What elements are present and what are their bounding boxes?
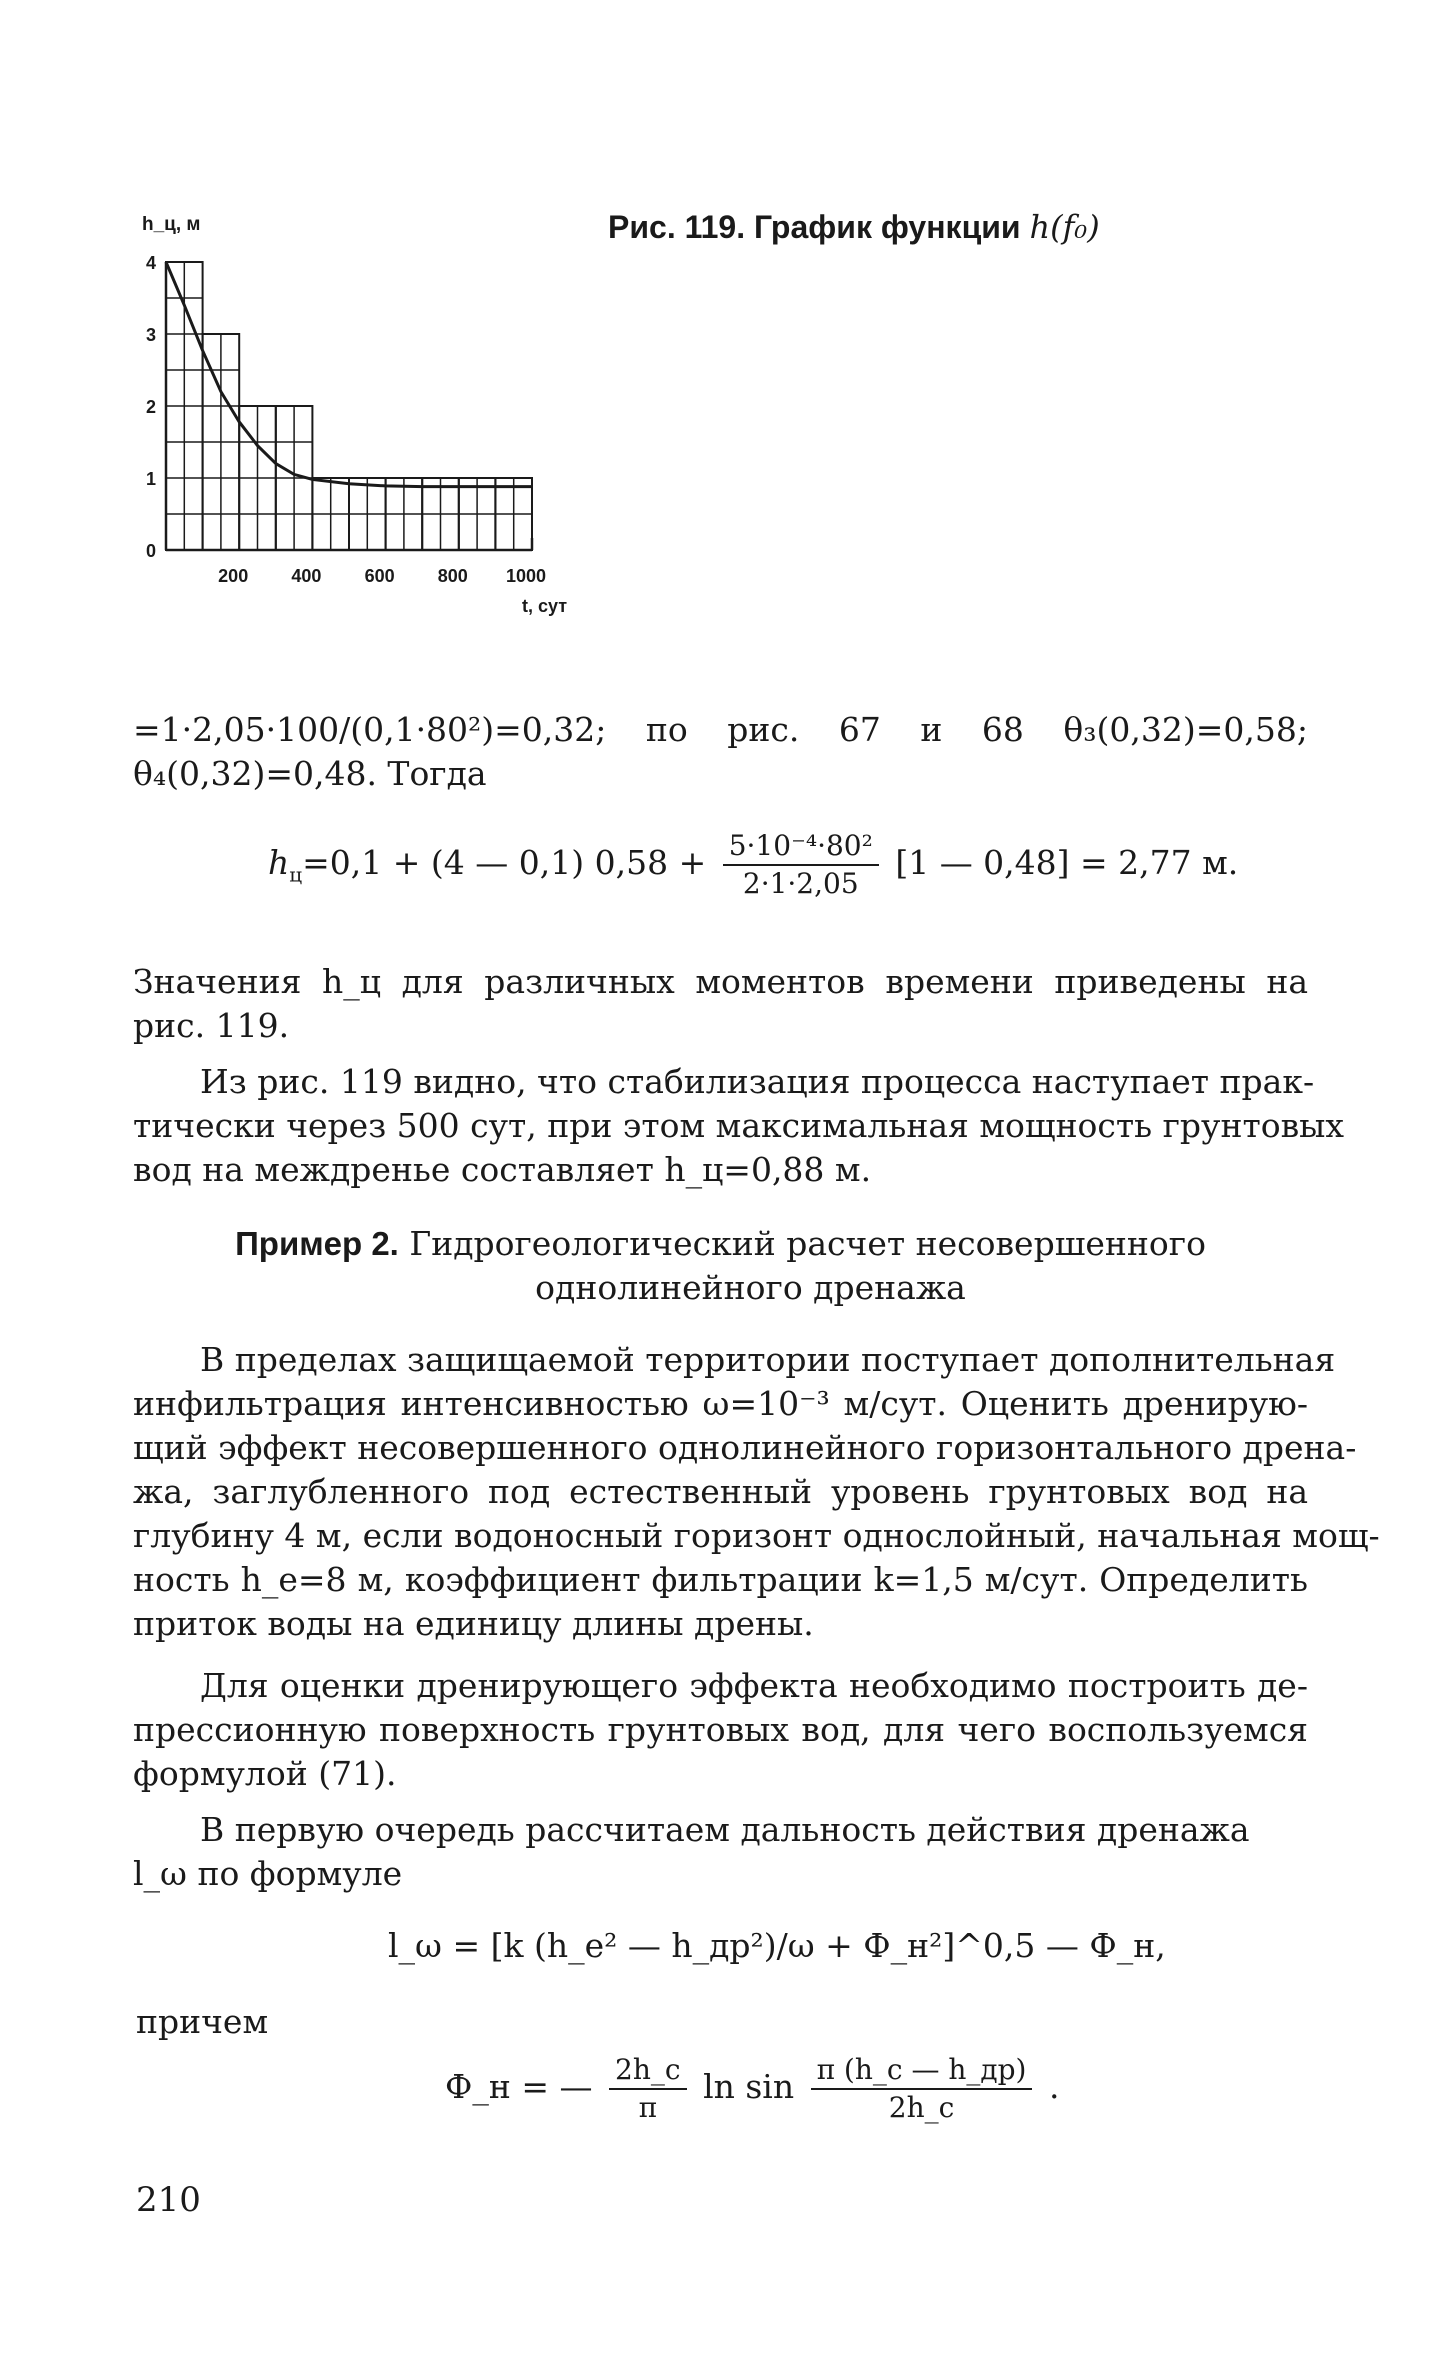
p4-line-2: прессионную поверхность грунтовых вод, для чего воспользуемся: [133, 1710, 1308, 1749]
figure-119-chart: [130, 210, 570, 630]
chart-x-tick-label: 1000: [505, 566, 547, 586]
example-heading-title-1: Гидрогеологический расчет несовершенного: [409, 1224, 1206, 1263]
p5-line-2: l_ω по формуле: [133, 1854, 403, 1893]
p3-line-4: жа, заглубленного под естественный уровень грунтовых вод на: [133, 1472, 1308, 1511]
formula-2: l_ω = [k (h_e² — h_др²)/ω + Ф_н²]^0,5 — Ф_н,: [388, 1926, 1166, 1965]
p1-line-1: Значения h_ц для различных моментов времени приведены на: [133, 962, 1308, 1001]
formula-1-part2: [1 — 0,48] = 2,77 м.: [895, 843, 1239, 882]
page-number: 210: [136, 2180, 201, 2220]
figure-caption-label: Рис. 119. График функции: [608, 209, 1021, 245]
formula-3: [445, 2052, 1059, 2126]
chart-y-tick-label: 3: [145, 325, 156, 345]
chart-steps: [166, 262, 532, 550]
p4-line-1: Для оценки дренирующего эффекта необходимо построить де-: [200, 1666, 1308, 1705]
figure-caption-function: h(f₀): [1029, 208, 1100, 246]
p3-line-7: приток воды на единицу длины дрены.: [133, 1604, 814, 1643]
formula-3-denominator-2: 2h_c: [888, 2091, 955, 2124]
p3-line-2: инфильтрация интенсивностью ω=10⁻³ м/сут. Оценить дренирую-: [133, 1384, 1308, 1423]
chart-x-tick-label: 400: [291, 566, 322, 586]
chart-y-tick-label: 1: [145, 469, 156, 489]
p3-line-5: глубину 4 м, если водоносный горизонт однослойный, начальная мощ-: [133, 1516, 1380, 1555]
example-heading-label: Пример 2.: [235, 1225, 399, 1262]
formula-1-denominator: 2·1·2,05: [742, 867, 859, 900]
chart-x-ticks: [218, 566, 546, 586]
p3-line-1: В пределах защищаемой территории поступает дополнительная: [200, 1340, 1336, 1379]
formula-1-lhs-sub: ц: [289, 862, 303, 887]
chart-x-tick-label: 600: [364, 566, 395, 586]
formula-3-numerator-1: 2h_c: [609, 2052, 687, 2090]
chart-y-tick-label: 0: [145, 541, 156, 561]
text-line-1: =1·2,05·100/(0,1·80²)=0,32; по рис. 67 и 68 θ₃(0,32)=0,58;: [133, 710, 1308, 749]
formula-3-mid: ln sin: [703, 2067, 795, 2106]
chart-y-label: h_ц, м: [142, 214, 201, 235]
p3-line-6: ность h_e=8 м, коэффициент фильтрации k=1,5 м/сут. Определить: [133, 1560, 1308, 1599]
formula-3-lhs: Ф_н = —: [445, 2067, 593, 2106]
formula-1: [268, 828, 1238, 902]
p5-line-1: В первую очередь рассчитаем дальность действия дренажа: [200, 1810, 1250, 1849]
p2-line-3: вод на междренье составляет h_ц=0,88 м.: [133, 1150, 872, 1189]
figure-caption: [608, 208, 1100, 246]
chart-x-tick-label: 200: [218, 566, 249, 586]
example-heading-title-2: однолинейного дренажа: [535, 1268, 966, 1307]
p2-line-2: тически через 500 сут, при этом максимальная мощность грунтовых: [133, 1106, 1345, 1145]
p1-line-2: рис. 119.: [133, 1006, 290, 1045]
text-line-2: θ₄(0,32)=0,48. Тогда: [133, 754, 487, 793]
word-prichem: причем: [136, 2002, 269, 2041]
chart-x-tick-label: 800: [437, 566, 468, 586]
formula-1-fraction: [723, 828, 879, 902]
formula-1-lhs: h: [268, 843, 290, 882]
formula-3-denominator-1: π: [638, 2091, 657, 2124]
formula-1-part1: =0,1 + (4 — 0,1) 0,58 +: [302, 843, 707, 882]
formula-1-numerator: 5·10⁻⁴·80²: [723, 828, 879, 866]
p4-line-3: формулой (71).: [133, 1754, 397, 1793]
p2-line-1: Из рис. 119 видно, что стабилизация процесса наступает прак-: [200, 1062, 1315, 1101]
chart-y-ticks: [146, 253, 156, 561]
chart-y-tick-label: 2: [145, 397, 156, 417]
formula-3-numerator-2: π (h_c — h_др): [811, 2052, 1033, 2090]
chart-y-tick-label: 4: [145, 253, 156, 273]
formula-3-fraction-2: [811, 2052, 1033, 2126]
chart-x-label: t, сут: [522, 596, 568, 616]
formula-3-end: .: [1048, 2067, 1060, 2106]
example-heading: [133, 1222, 1308, 1266]
p3-line-3: щий эффект несовершенного однолинейного горизонтального дрена-: [133, 1428, 1357, 1467]
formula-3-fraction-1: [609, 2052, 687, 2126]
